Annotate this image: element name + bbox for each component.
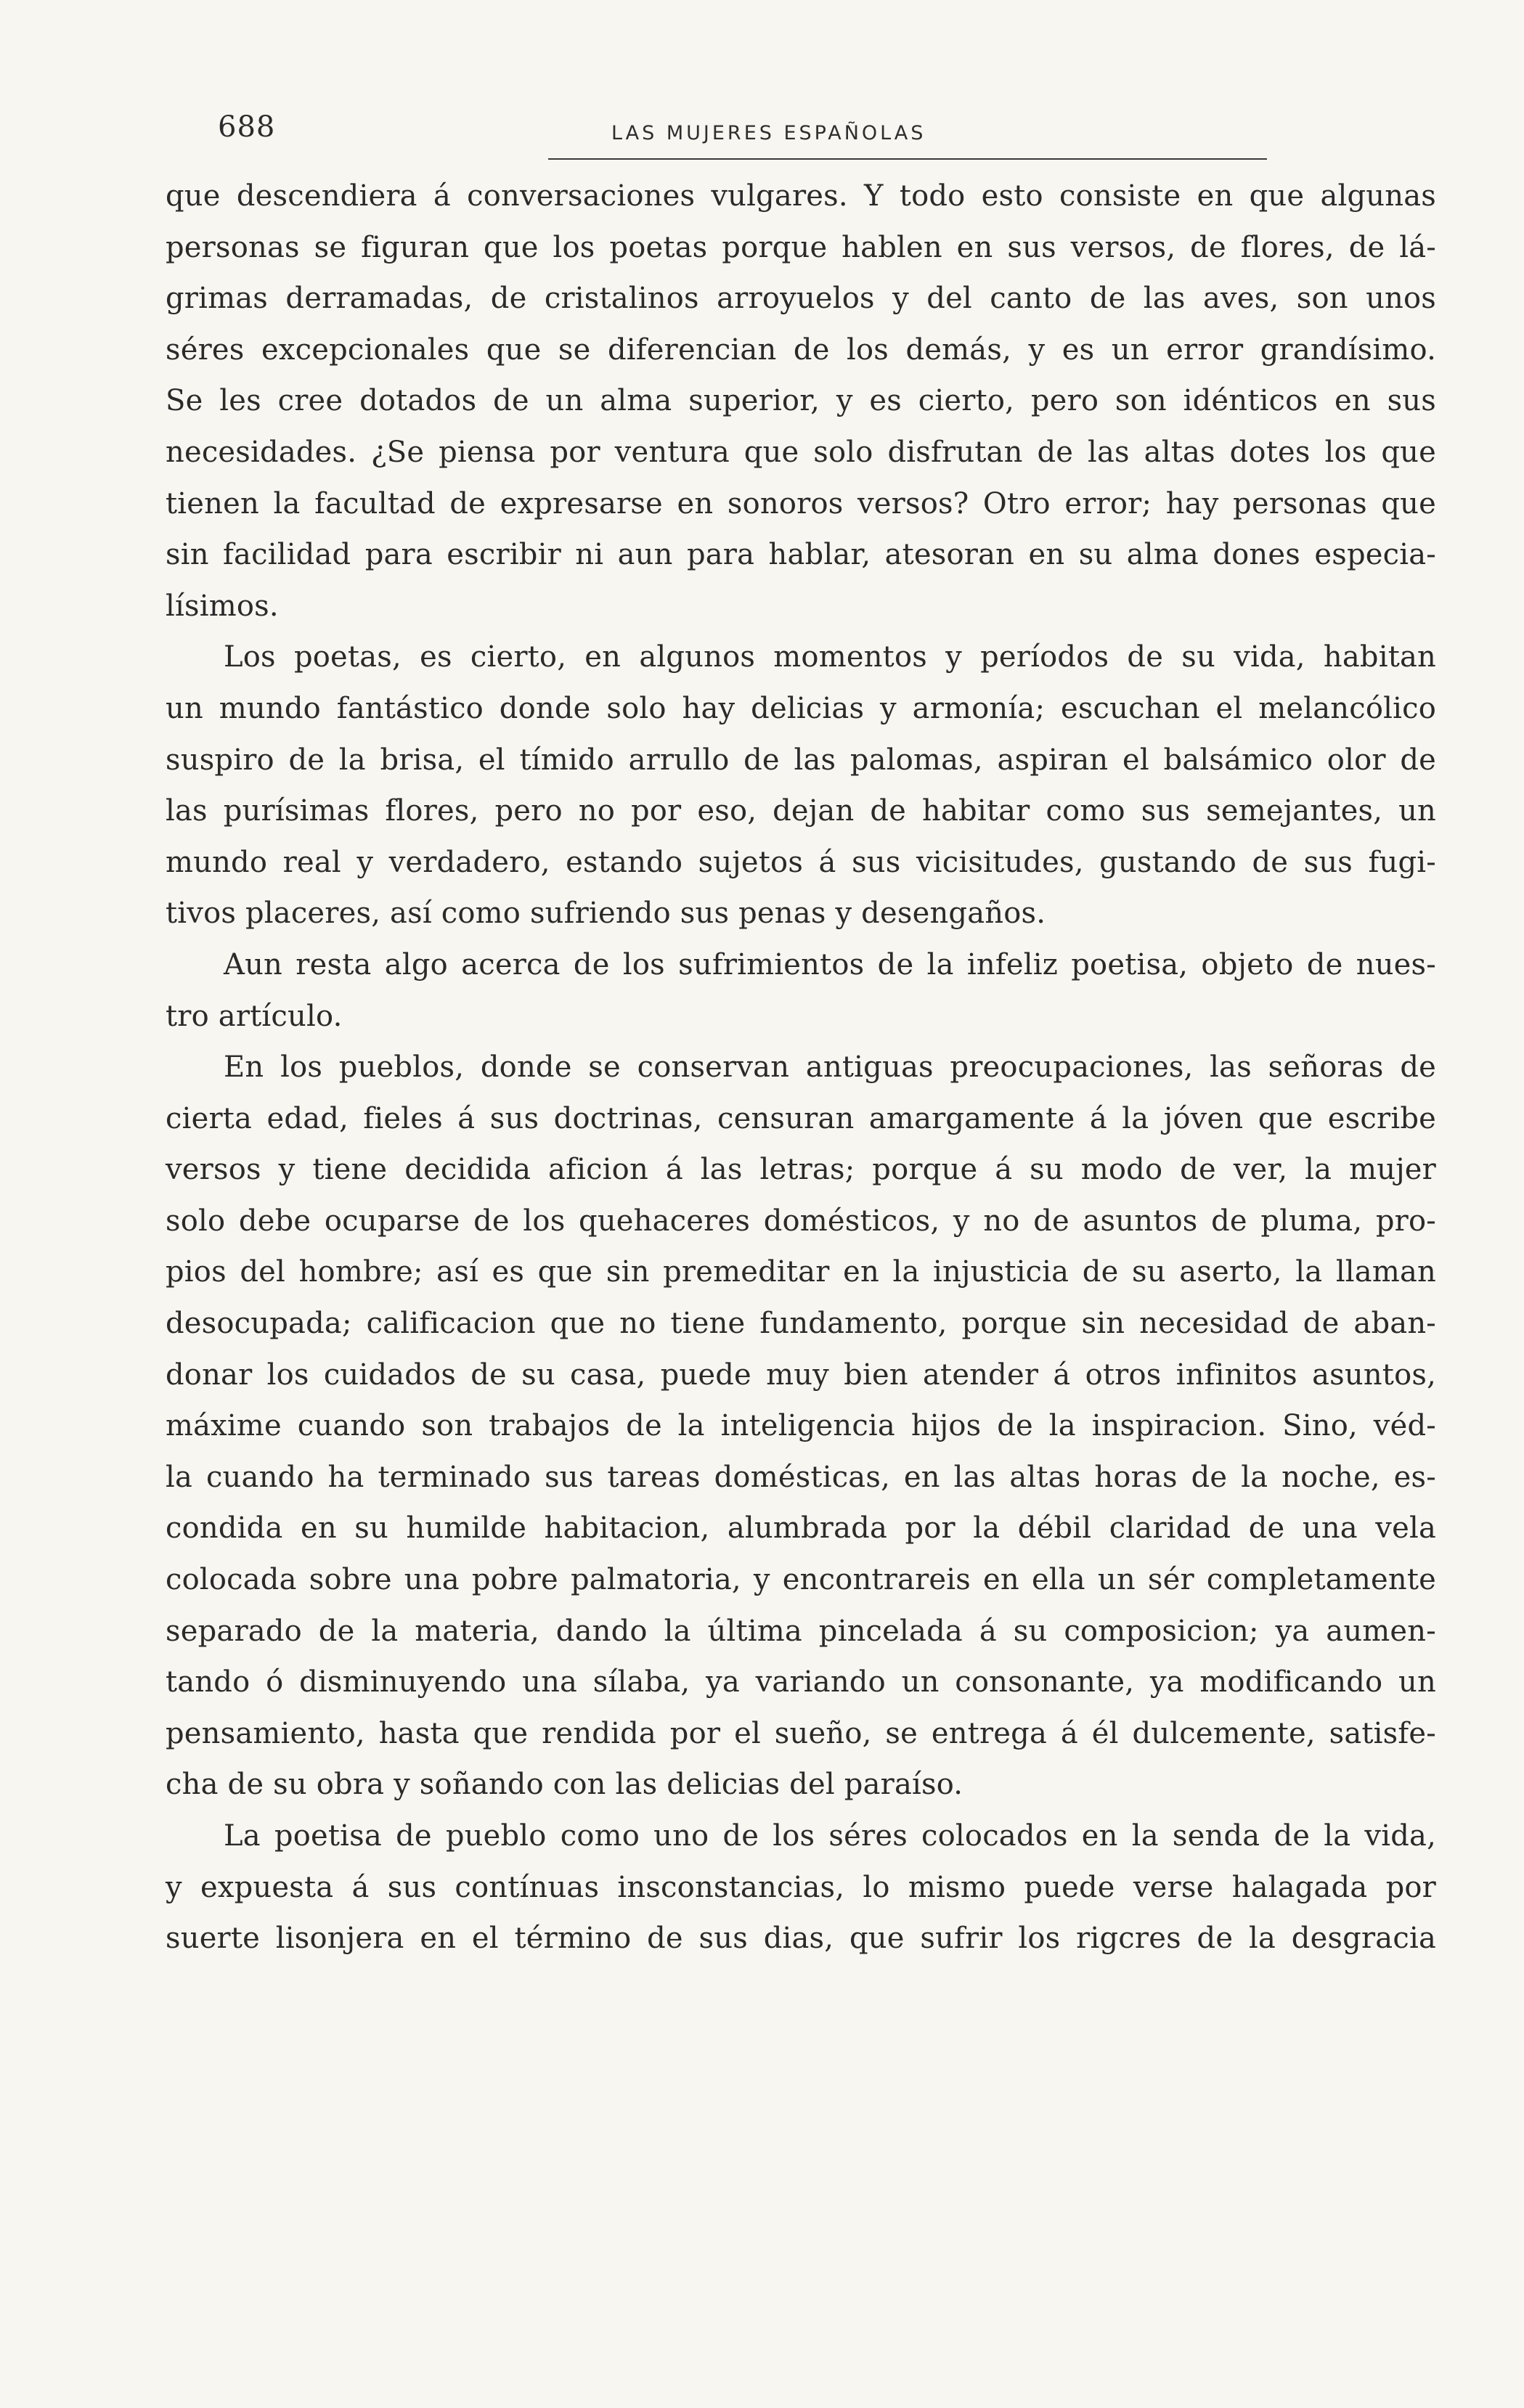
paragraph-1 bbox=[166, 171, 1436, 632]
running-title: LAS MUJERES ESPAÑOLAS bbox=[611, 122, 926, 144]
text-line: personas se figuran que los poetas porque hablen en sus versos, de flores, de lá- bbox=[166, 230, 1436, 264]
text-line: tivos placeres, así como sufriendo sus penas y desengaños. bbox=[166, 897, 1046, 931]
paragraph-5 bbox=[166, 1811, 1436, 1964]
text-line: sin facilidad para escribir ni aun para hablar, atesoran en su alma dones especia- bbox=[166, 538, 1436, 572]
text-line: solo debe ocuparse de los quehaceres domésticos, y no de asuntos de pluma, pro- bbox=[166, 1204, 1436, 1238]
text-line: mundo real y verdadero, estando sujetos á sus vicisitudes, gustando de sus fugi- bbox=[166, 845, 1436, 879]
text-line: Los poetas, es cierto, en algunos momentos y períodos de su vida, habitan bbox=[224, 640, 1436, 674]
text-line: y expuesta á sus contínuas insconstancias, lo mismo puede verse halagada por bbox=[166, 1870, 1436, 1904]
text-line: suspiro de la brisa, el tímido arrullo de las palomas, aspiran el balsámico olor de bbox=[166, 743, 1436, 777]
body-text bbox=[166, 171, 1436, 1964]
text-line: máxime cuando son trabajos de la inteligencia hijos de la inspiracion. Sino, véd- bbox=[166, 1409, 1436, 1443]
text-line: La poetisa de pueblo como uno de los séres colocados en la senda de la vida, bbox=[224, 1819, 1436, 1853]
text-line: cierta edad, fieles á sus doctrinas, censuran amargamente á la jóven que escribe bbox=[166, 1101, 1436, 1135]
text-line: donar los cuidados de su casa, puede muy bien atender á otros infinitos asuntos, bbox=[166, 1358, 1436, 1392]
text-line: necesidades. ¿Se piensa por ventura que solo disfrutan de las altas dotes los que bbox=[166, 435, 1436, 469]
text-line: tando ó disminuyendo una sílaba, ya variando un consonante, ya modificando un bbox=[166, 1665, 1436, 1699]
text-line: tienen la facultad de expresarse en sonoros versos? Otro error; hay personas que bbox=[166, 486, 1436, 521]
paragraph-3 bbox=[166, 939, 1436, 1042]
paragraph-2 bbox=[166, 632, 1436, 939]
paragraph-4 bbox=[166, 1042, 1436, 1811]
text-line: condida en su humilde habitacion, alumbrada por la débil claridad de una vela bbox=[166, 1511, 1436, 1546]
text-line: versos y tiene decidida aficion á las letras; porque á su modo de ver, la mujer bbox=[166, 1153, 1436, 1187]
text-line: la cuando ha terminado sus tareas domésticas, en las altas horas de la noche, es- bbox=[166, 1460, 1436, 1494]
text-line: las purísimas flores, pero no por eso, dejan de habitar como sus semejantes, un bbox=[166, 794, 1436, 828]
text-line: Aun resta algo acerca de los sufrimientos de la infeliz poetisa, objeto de nues- bbox=[224, 947, 1436, 981]
page-header bbox=[218, 110, 1350, 161]
text-line: un mundo fantástico donde solo hay delicias y armonía; escuchan el melancólico bbox=[166, 691, 1436, 725]
header-rule bbox=[548, 158, 1267, 160]
text-line: colocada sobre una pobre palmatoria, y encontrareis en ella un sér completamente bbox=[166, 1563, 1436, 1597]
text-line: suerte lisonjera en el término de sus dias, que sufrir los rigcres de la desgracia bbox=[166, 1922, 1436, 1956]
text-line: pensamiento, hasta que rendida por el sueño, se entrega á él dulcemente, satisfe- bbox=[166, 1716, 1436, 1750]
text-line: séres excepcionales que se diferencian de los demás, y es un error grandísimo. bbox=[166, 332, 1436, 367]
page-number: 688 bbox=[218, 110, 276, 144]
text-line: Se les cree dotados de un alma superior, y es cierto, pero son idénticos en sus bbox=[166, 384, 1436, 418]
text-line: separado de la materia, dando la última pincelada á su composicion; ya aumen- bbox=[166, 1614, 1436, 1648]
text-line: lísimos. bbox=[166, 589, 279, 623]
text-line: grimas derramadas, de cristalinos arroyuelos y del canto de las aves, son unos bbox=[166, 282, 1436, 316]
text-line: cha de su obra y soñando con las delicias del paraíso. bbox=[166, 1768, 963, 1802]
text-line: tro artículo. bbox=[166, 999, 343, 1033]
text-line: pios del hombre; así es que sin premeditar en la injusticia de su aserto, la llaman bbox=[166, 1255, 1436, 1289]
text-line: En los pueblos, donde se conservan antiguas preocupaciones, las señoras de bbox=[224, 1050, 1436, 1085]
text-line: que descendiera á conversaciones vulgares. Y todo esto consiste en que algunas bbox=[166, 179, 1436, 213]
text-line: desocupada; calificacion que no tiene fundamento, porque sin necesidad de aban- bbox=[166, 1307, 1436, 1341]
